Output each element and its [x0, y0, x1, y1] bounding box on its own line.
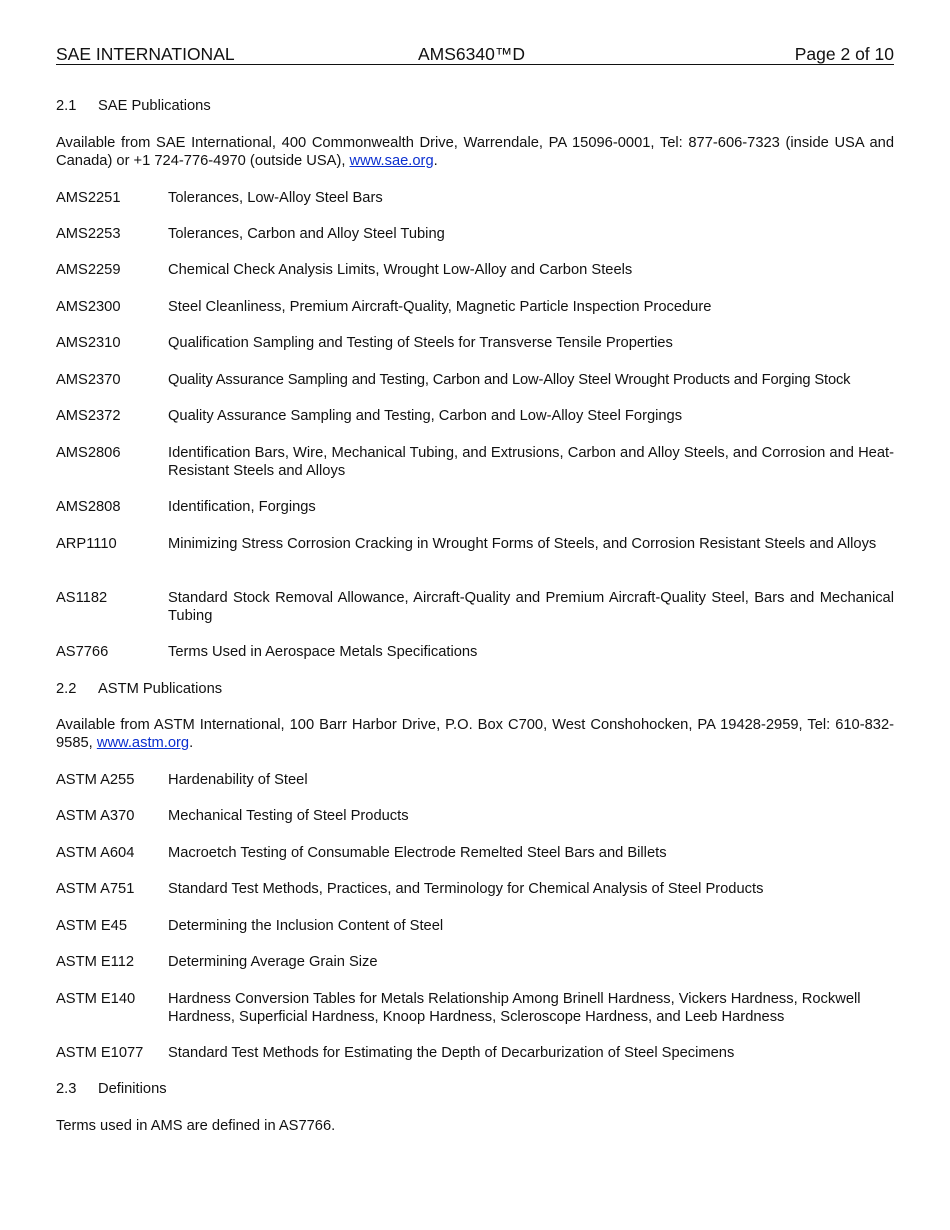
reference-title: Mechanical Testing of Steel Products — [168, 808, 409, 824]
reference-title: Standard Stock Removal Allowance, Aircraft-Quality and Premium Aircraft-Quality Steel, Bars and Mechanical Tubing — [168, 590, 894, 624]
reference-code: ASTM E45 — [56, 918, 128, 934]
section-number: 2.3 — [56, 1081, 77, 1097]
reference-title: Quality Assurance Sampling and Testing, Carbon and Low-Alloy Steel Wrought Products and Forging Stock — [168, 372, 851, 388]
reference-title: Hardness Conversion Tables for Metals Relationship Among Brinell Hardness, Vickers Hardness, Rockwell Hardness, Superficial Hardness, Knoop Hardness, Scleroscope Hardness, and Leeb Hardness — [168, 991, 861, 1025]
reference-code: ASTM A604 — [56, 845, 135, 861]
reference-code: ASTM A370 — [56, 808, 135, 824]
header-doc-number: AMS6340™D — [418, 44, 525, 64]
reference-code: AMS2259 — [56, 262, 121, 278]
page-header — [56, 44, 894, 65]
reference-title: Determining the Inclusion Content of Steel — [168, 918, 444, 934]
reference-code: ASTM E140 — [56, 991, 136, 1007]
section-title: Definitions — [98, 1081, 167, 1097]
reference-title: Tolerances, Carbon and Alloy Steel Tubing — [168, 226, 445, 242]
section-title: SAE Publications — [98, 98, 211, 114]
astm-availability — [56, 716, 894, 752]
reference-title: Qualification Sampling and Testing of Steels for Transverse Tensile Properties — [168, 335, 673, 351]
astm-availability-text: Available from ASTM International, 100 Barr Harbor Drive, P.O. Box C700, West Conshohocken, PA 19428-2959, Tel: 610-832-9585, — [56, 717, 894, 751]
reference-title: Quality Assurance Sampling and Testing, Carbon and Low-Alloy Steel Forgings — [168, 408, 683, 424]
reference-code: ASTM E1077 — [56, 1045, 144, 1061]
reference-title: Determining Average Grain Size — [168, 954, 378, 970]
reference-title: Identification Bars, Wire, Mechanical Tubing, and Extrusions, Carbon and Alloy Steels, and Corrosion and Heat-Resistant Steels and Alloys — [168, 445, 894, 479]
header-page-number: Page 2 of 10 — [794, 44, 894, 64]
reference-title: Identification, Forgings — [168, 499, 316, 515]
section-heading-sae — [56, 97, 211, 115]
reference-code: AS1182 — [56, 590, 108, 606]
reference-title: Tolerances, Low-Alloy Steel Bars — [168, 190, 383, 206]
section-heading-astm — [56, 680, 222, 698]
reference-code: ASTM A255 — [56, 772, 135, 788]
sae-website-link[interactable]: www.sae.org — [349, 153, 434, 169]
sae-availability-tail: . — [433, 153, 438, 169]
definitions-text: Terms used in AMS are defined in AS7766. — [56, 1118, 336, 1134]
reference-code: AMS2253 — [56, 226, 121, 242]
reference-code: AMS2806 — [56, 445, 121, 461]
reference-code: AMS2310 — [56, 335, 121, 351]
reference-code: AMS2251 — [56, 190, 121, 206]
astm-availability-tail: . — [189, 735, 194, 751]
reference-code: ASTM A751 — [56, 881, 135, 897]
reference-title: Hardenability of Steel — [168, 772, 308, 788]
reference-code: AMS2370 — [56, 372, 121, 388]
reference-code: AMS2372 — [56, 408, 121, 424]
reference-title: Steel Cleanliness, Premium Aircraft-Quality, Magnetic Particle Inspection Procedure — [168, 299, 712, 315]
section-number: 2.1 — [56, 98, 77, 114]
sae-availability — [56, 134, 894, 170]
reference-code: ASTM E112 — [56, 954, 135, 970]
reference-title: Standard Test Methods for Estimating the Depth of Decarburization of Steel Specimens — [168, 1045, 735, 1061]
section-number: 2.2 — [56, 681, 77, 697]
reference-title: Standard Test Methods, Practices, and Terminology for Chemical Analysis of Steel Products — [168, 881, 764, 897]
reference-code: AMS2300 — [56, 299, 121, 315]
section-heading-definitions — [56, 1080, 167, 1098]
reference-code: AS7766 — [56, 644, 109, 660]
astm-website-link[interactable]: www.astm.org — [96, 735, 190, 751]
reference-title: Chemical Check Analysis Limits, Wrought Low-Alloy and Carbon Steels — [168, 262, 633, 278]
reference-title: Terms Used in Aerospace Metals Specifications — [168, 644, 478, 660]
section-title: ASTM Publications — [98, 681, 223, 697]
reference-title: Macroetch Testing of Consumable Electrode Remelted Steel Bars and Billets — [168, 845, 667, 861]
sae-availability-text: Available from SAE International, 400 Commonwealth Drive, Warrendale, PA 15096-0001, Tel: 877-606-7323 (inside USA and Canada) or +1 724-776-4970 (outside USA), — [56, 135, 894, 169]
reference-code: ARP1110 — [56, 536, 117, 552]
reference-title: Minimizing Stress Corrosion Cracking in Wrought Forms of Steels, and Corrosion Resistant Steels and Alloys — [168, 536, 877, 552]
header-org: SAE INTERNATIONAL — [56, 44, 235, 64]
reference-code: AMS2808 — [56, 499, 121, 515]
